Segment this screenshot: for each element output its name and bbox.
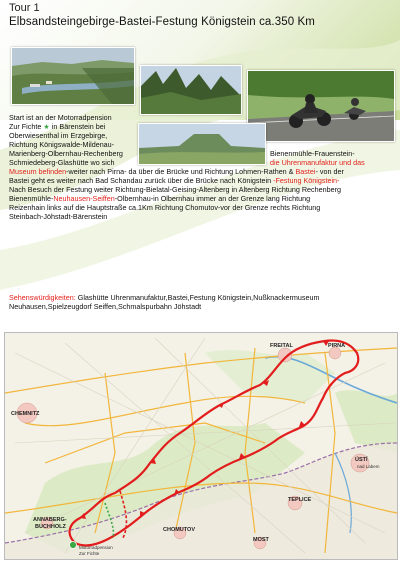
sights-label: Sehenswürdigkeiten: xyxy=(9,293,76,302)
desc-right-col xyxy=(270,149,394,167)
desc-line: Marienberg-Olbernhau-Rechenberg xyxy=(9,149,123,159)
desc-text: -Olbernhau-in Olbernhau immer an der Grenze lang Richtung xyxy=(114,194,311,204)
map-label-usti: ÚSTÍ xyxy=(355,457,368,463)
map-label-start-1: Motorradpension xyxy=(79,545,113,550)
photo-forest xyxy=(140,65,242,115)
desc-body xyxy=(9,167,393,222)
sights-section xyxy=(9,293,393,311)
desc-text: Zur Fichte xyxy=(9,122,42,132)
start-marker-icon xyxy=(70,542,77,549)
desc-text: - von der xyxy=(315,167,344,176)
photo-elbe-valley xyxy=(11,47,135,105)
page-title: Elbsandsteingebirge-Bastei-Festung Königstein ca.350 Km xyxy=(9,16,315,28)
desc-line: Oberwiesenthal im Erzgebirge, xyxy=(9,131,108,141)
red-text: Museum befinden xyxy=(9,167,67,176)
desc-line xyxy=(9,122,139,131)
tour-number: Tour 1 xyxy=(9,2,40,14)
desc-line: Richtung Königswalde-Mildenau- xyxy=(9,140,115,150)
route-map xyxy=(4,332,398,560)
map-label-most: MOST xyxy=(253,537,269,543)
desc-line: Steinbach-Jöhstadt-Bärenstein xyxy=(9,212,108,222)
desc-text: in Bärenstein bei xyxy=(51,122,106,132)
red-text: -Festung Königstein- xyxy=(273,176,340,186)
desc-line xyxy=(9,176,393,185)
red-text: Bastei xyxy=(295,167,316,176)
map-label-annaberg-2: BUCHHOLZ xyxy=(35,524,66,530)
desc-line xyxy=(9,194,393,203)
red-text: die Uhrenmanufaktur und das xyxy=(270,158,365,168)
sights-text: Glashütte Uhrenmanufaktur,Bastei,Festung Königstein,Nußknackermuseum xyxy=(75,293,320,302)
map-svg xyxy=(5,333,397,559)
map-label-chomutov: CHOMUTOV xyxy=(163,527,195,533)
desc-line: Reizenhain links auf die Hauptstraße ca.1Km Richtung Chomutov-vor der Grenze rechts Richtung xyxy=(9,203,321,213)
map-label-usti-sub: nad Labem xyxy=(357,464,380,469)
landscape-photo xyxy=(12,48,134,104)
desc-line: Nach Besuch der Festung weiter Richtung-Bielatal-Geising-Altenberg in Altenberg Richtung Rechenberg xyxy=(9,185,342,195)
map-label-chemnitz: CHEMNITZ xyxy=(11,411,40,417)
desc-line xyxy=(9,167,393,176)
red-text: Neuhausen-Seiffen xyxy=(53,194,115,204)
desc-text xyxy=(270,158,394,167)
map-label-start-2: Zur Fichte xyxy=(79,551,100,556)
map-label-teplice: TEPLICE xyxy=(288,497,312,503)
desc-text: Bastei geht es weiter nach Bad Schandau zurück über die Brücke nach Königstein xyxy=(9,176,272,186)
map-label-pirna: PIRNA xyxy=(328,343,346,349)
map-label-freital: FREITAL xyxy=(270,343,293,349)
sights-text: Neuhausen,Spielzeugdorf Seiffen,Schmalspurbahn Jöhstadt xyxy=(9,302,202,312)
map-label-annaberg: ANNABERG- xyxy=(33,517,67,523)
leaf-icon: ★ xyxy=(43,122,50,132)
desc-text: -weiter nach Pirna- da über die Brücke und Richtung Lohmen-Rathen & xyxy=(66,167,294,176)
sights-line xyxy=(9,293,393,302)
forest-photo xyxy=(141,66,241,114)
desc-text: Bienenmühle- xyxy=(9,194,54,204)
desc-line: Start ist an der Motorradpension xyxy=(9,113,112,122)
desc-text: Bienenmühle-Frauenstein- xyxy=(270,149,355,158)
desc-text: Schmiedeberg-Glashütte wo sich xyxy=(9,158,115,167)
